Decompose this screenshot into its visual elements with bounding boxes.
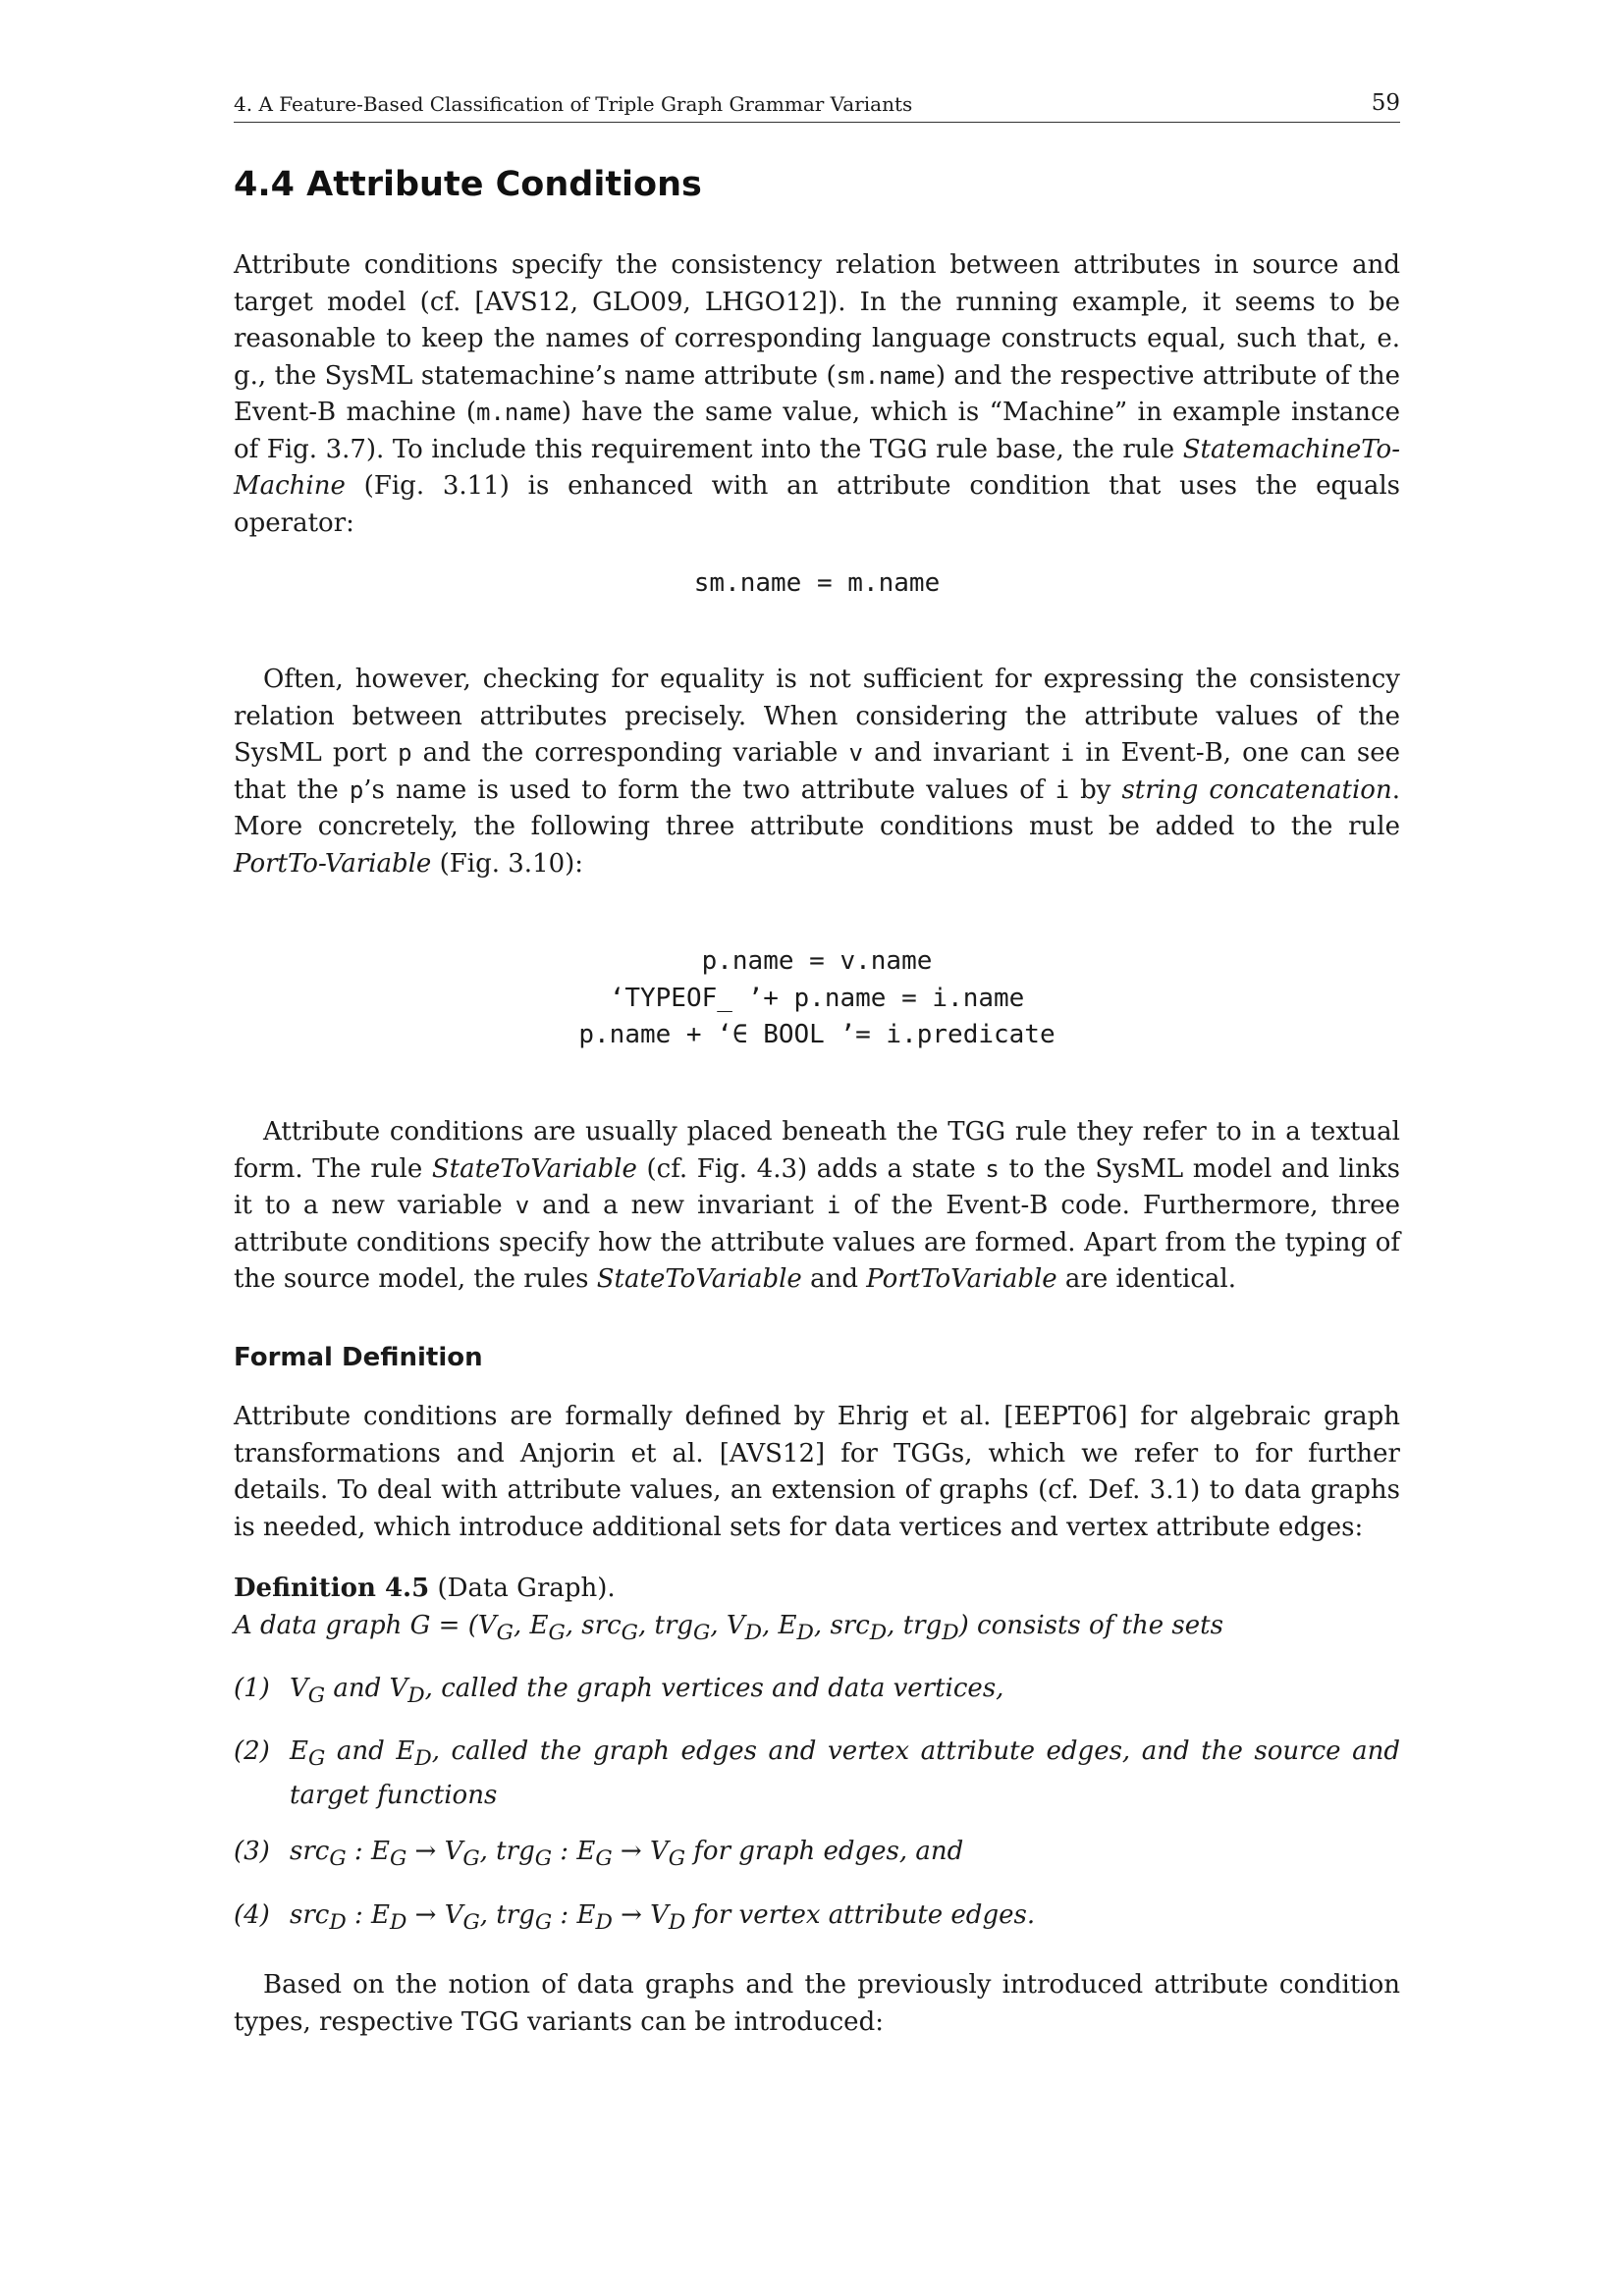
definition-label: Definition 4.5	[234, 1574, 430, 1603]
text-run: of the Event-B code. Furthermore, three attribute conditions specify how the attribute values are formed. Apart from the typing of the source model, the rules	[234, 1191, 1401, 1294]
rule-name: StateToVariable	[596, 1264, 802, 1294]
subscript: D	[414, 1746, 432, 1772]
math-text: , called the graph vertices and data vertices,	[424, 1674, 1004, 1703]
inline-code: v	[514, 1192, 530, 1219]
subsection-title: Formal Definition	[234, 1343, 483, 1372]
running-header	[234, 90, 1400, 123]
definition-item	[234, 1834, 1400, 1878]
inline-code: v	[848, 739, 863, 767]
math-text: , E	[513, 1611, 549, 1640]
inline-code: s	[985, 1154, 1000, 1183]
inline-code: p	[398, 739, 412, 767]
text-run: are identical.	[1056, 1264, 1237, 1294]
math-text: , trg	[479, 1900, 535, 1930]
subscript: D	[329, 1910, 347, 1936]
math-text: → V	[612, 1900, 669, 1930]
math-text: , trg	[887, 1611, 943, 1640]
math-text: V	[290, 1674, 308, 1703]
math-text: for graph edges, and	[685, 1837, 964, 1866]
subscript: G	[668, 1846, 686, 1872]
inline-code: sm.name	[836, 361, 936, 390]
emphasis: string concatenation	[1121, 774, 1392, 805]
item-number: (2)	[234, 1736, 270, 1766]
subscript: G	[534, 1910, 553, 1936]
section-title: 4.4 Attribute Conditions	[234, 165, 702, 204]
math-text: ) consists of the sets	[958, 1611, 1223, 1640]
inline-code: i	[1059, 739, 1075, 767]
subscript: D	[869, 1621, 888, 1646]
page-number: 59	[1371, 90, 1400, 116]
subscript: G	[389, 1846, 407, 1872]
rule-name: PortToVariable	[866, 1264, 1057, 1294]
text-run: Often, however, checking for equality is not sufficient for expressing the consistency relation between attributes precisely. When considering the attribute values of the SysML port	[234, 665, 1400, 768]
text-run: Attribute conditions specify the consistency relation between attributes in source and target model (cf. [AVS12, GLO09, LHGO12]). In the running example, it seems to be reasonable to keep the names of corresponding language constructs equal, such that, e. g., the SysML statemachine’s name attribute (	[234, 250, 1400, 391]
equation-line-1: p.name = v.name	[701, 946, 933, 976]
inline-code: m.name	[476, 399, 562, 426]
text-run: to the SysML model and links it to a new variable	[234, 1153, 1400, 1220]
math-text: : E	[346, 1837, 390, 1866]
math-text: src	[290, 1900, 330, 1930]
paragraph-concatenation	[234, 662, 1400, 882]
subscript: G	[693, 1621, 711, 1646]
text-run: and the corresponding variable	[411, 738, 849, 768]
text-run: ) have the same value, which is “Machine” in example instance of Fig. 3.7). To include this requirement into the TGG rule base, the rule	[234, 398, 1400, 464]
text-run: (Fig. 3.10):	[431, 848, 584, 879]
inline-code: i	[826, 1192, 841, 1219]
math-text: → V	[406, 1900, 463, 1930]
text-run: . More concretely, the following three attribute conditions must be added to the rule	[234, 774, 1400, 841]
paragraph-intro	[234, 247, 1400, 542]
text-run: and a new invariant	[529, 1191, 827, 1220]
text-run: ) and the respective attribute of the Event-B machine (	[234, 360, 1400, 427]
subscript: G	[548, 1621, 566, 1646]
equation-line-2: ‘TYPEOF_ ’+ p.name = i.name	[609, 984, 1025, 1013]
text-run: and	[801, 1264, 867, 1294]
subscript: G	[462, 1910, 480, 1936]
math-text: , trg	[479, 1837, 535, 1866]
subscript: G	[462, 1846, 480, 1872]
math-text: : E	[552, 1900, 596, 1930]
text-run: ’s name is used to form the two attribute values of	[363, 774, 1056, 805]
math-text: , trg	[637, 1611, 694, 1640]
subscript: G	[595, 1846, 613, 1872]
math-text: , src	[565, 1611, 622, 1640]
math-text: src	[290, 1837, 330, 1866]
math-text: , V	[710, 1611, 745, 1640]
subscript: D	[407, 1683, 425, 1709]
paragraph-formal-definition: Attribute conditions are formally defined by Ehrig et al. [EEPT06] for algebraic graph transformations and Anjorin et al. [AVS12] for TGGs, which we refer to for further details. To deal with attribute values, an extension of graphs (cf. Def. 3.1) to data graphs is needed, which introduce additional sets for data vertices and vertex attribute edges:	[234, 1402, 1400, 1542]
math-text: and E	[325, 1736, 415, 1766]
rule-name: StatemachineTo-Machine	[234, 434, 1400, 501]
item-number: (4)	[234, 1900, 270, 1930]
definition-item	[234, 1671, 1400, 1715]
definition-name: (Data Graph).	[437, 1574, 616, 1603]
math-text: and V	[325, 1674, 408, 1703]
equation-name-equality: sm.name = m.name	[693, 568, 941, 598]
subscript: D	[668, 1910, 686, 1936]
text-run: by	[1069, 774, 1122, 805]
definition-intro	[234, 1608, 1400, 1652]
definition-heading	[234, 1571, 616, 1608]
running-title: 4. A Feature-Based Classification of Triple Graph Grammar Variants	[234, 92, 913, 116]
math-text: , E	[762, 1611, 797, 1640]
math-text: → V	[612, 1837, 669, 1866]
subscript: D	[595, 1910, 613, 1936]
subscript: D	[796, 1621, 814, 1646]
item-number: (1)	[234, 1674, 270, 1703]
equation-line-3: p.name + ‘∈ BOOL ’= i.predicate	[578, 1020, 1056, 1049]
subscript: G	[307, 1683, 326, 1709]
paragraph-state-to-variable	[234, 1114, 1400, 1299]
math-text: → V	[406, 1837, 463, 1866]
text-run: (cf. Fig. 4.3) adds a state	[636, 1153, 986, 1184]
rule-name: PortTo-Variable	[234, 848, 432, 879]
math-text: A data graph G = (V	[234, 1611, 497, 1640]
subscript: G	[307, 1746, 326, 1772]
text-run: and invariant	[862, 738, 1060, 768]
definition-item	[234, 1897, 1400, 1942]
subscript: D	[942, 1621, 959, 1646]
subscript: D	[744, 1621, 763, 1646]
inline-code: p	[349, 775, 364, 804]
subscript: G	[496, 1621, 514, 1646]
subscript: G	[621, 1621, 638, 1646]
math-text: , src	[813, 1611, 870, 1640]
definition-item	[234, 1734, 1400, 1814]
text-run: Attribute conditions are usually placed beneath the TGG rule they refer to in a textual form. The rule	[234, 1117, 1400, 1184]
text-run: in Event-B, one can see that the	[234, 738, 1400, 805]
text-run: (Fig. 3.11) is enhanced with an attribute condition that uses the equals operator:	[234, 471, 1400, 538]
inline-code: i	[1055, 775, 1070, 804]
rule-name: StateToVariable	[431, 1153, 637, 1184]
subscript: G	[329, 1846, 347, 1872]
subscript: D	[390, 1910, 407, 1936]
math-text: : E	[552, 1837, 596, 1866]
subscript: G	[534, 1846, 553, 1872]
math-text: E	[290, 1736, 308, 1766]
paragraph-closing: Based on the notion of data graphs and the previously introduced attribute condition types, respective TGG variants can be introduced:	[234, 1970, 1400, 2037]
math-text: , called the graph edges and vertex attribute edges, and the source and target functions	[290, 1736, 1400, 1810]
math-text: for vertex attribute edges.	[685, 1900, 1036, 1930]
item-number: (3)	[234, 1837, 270, 1866]
math-text: : E	[346, 1900, 390, 1930]
